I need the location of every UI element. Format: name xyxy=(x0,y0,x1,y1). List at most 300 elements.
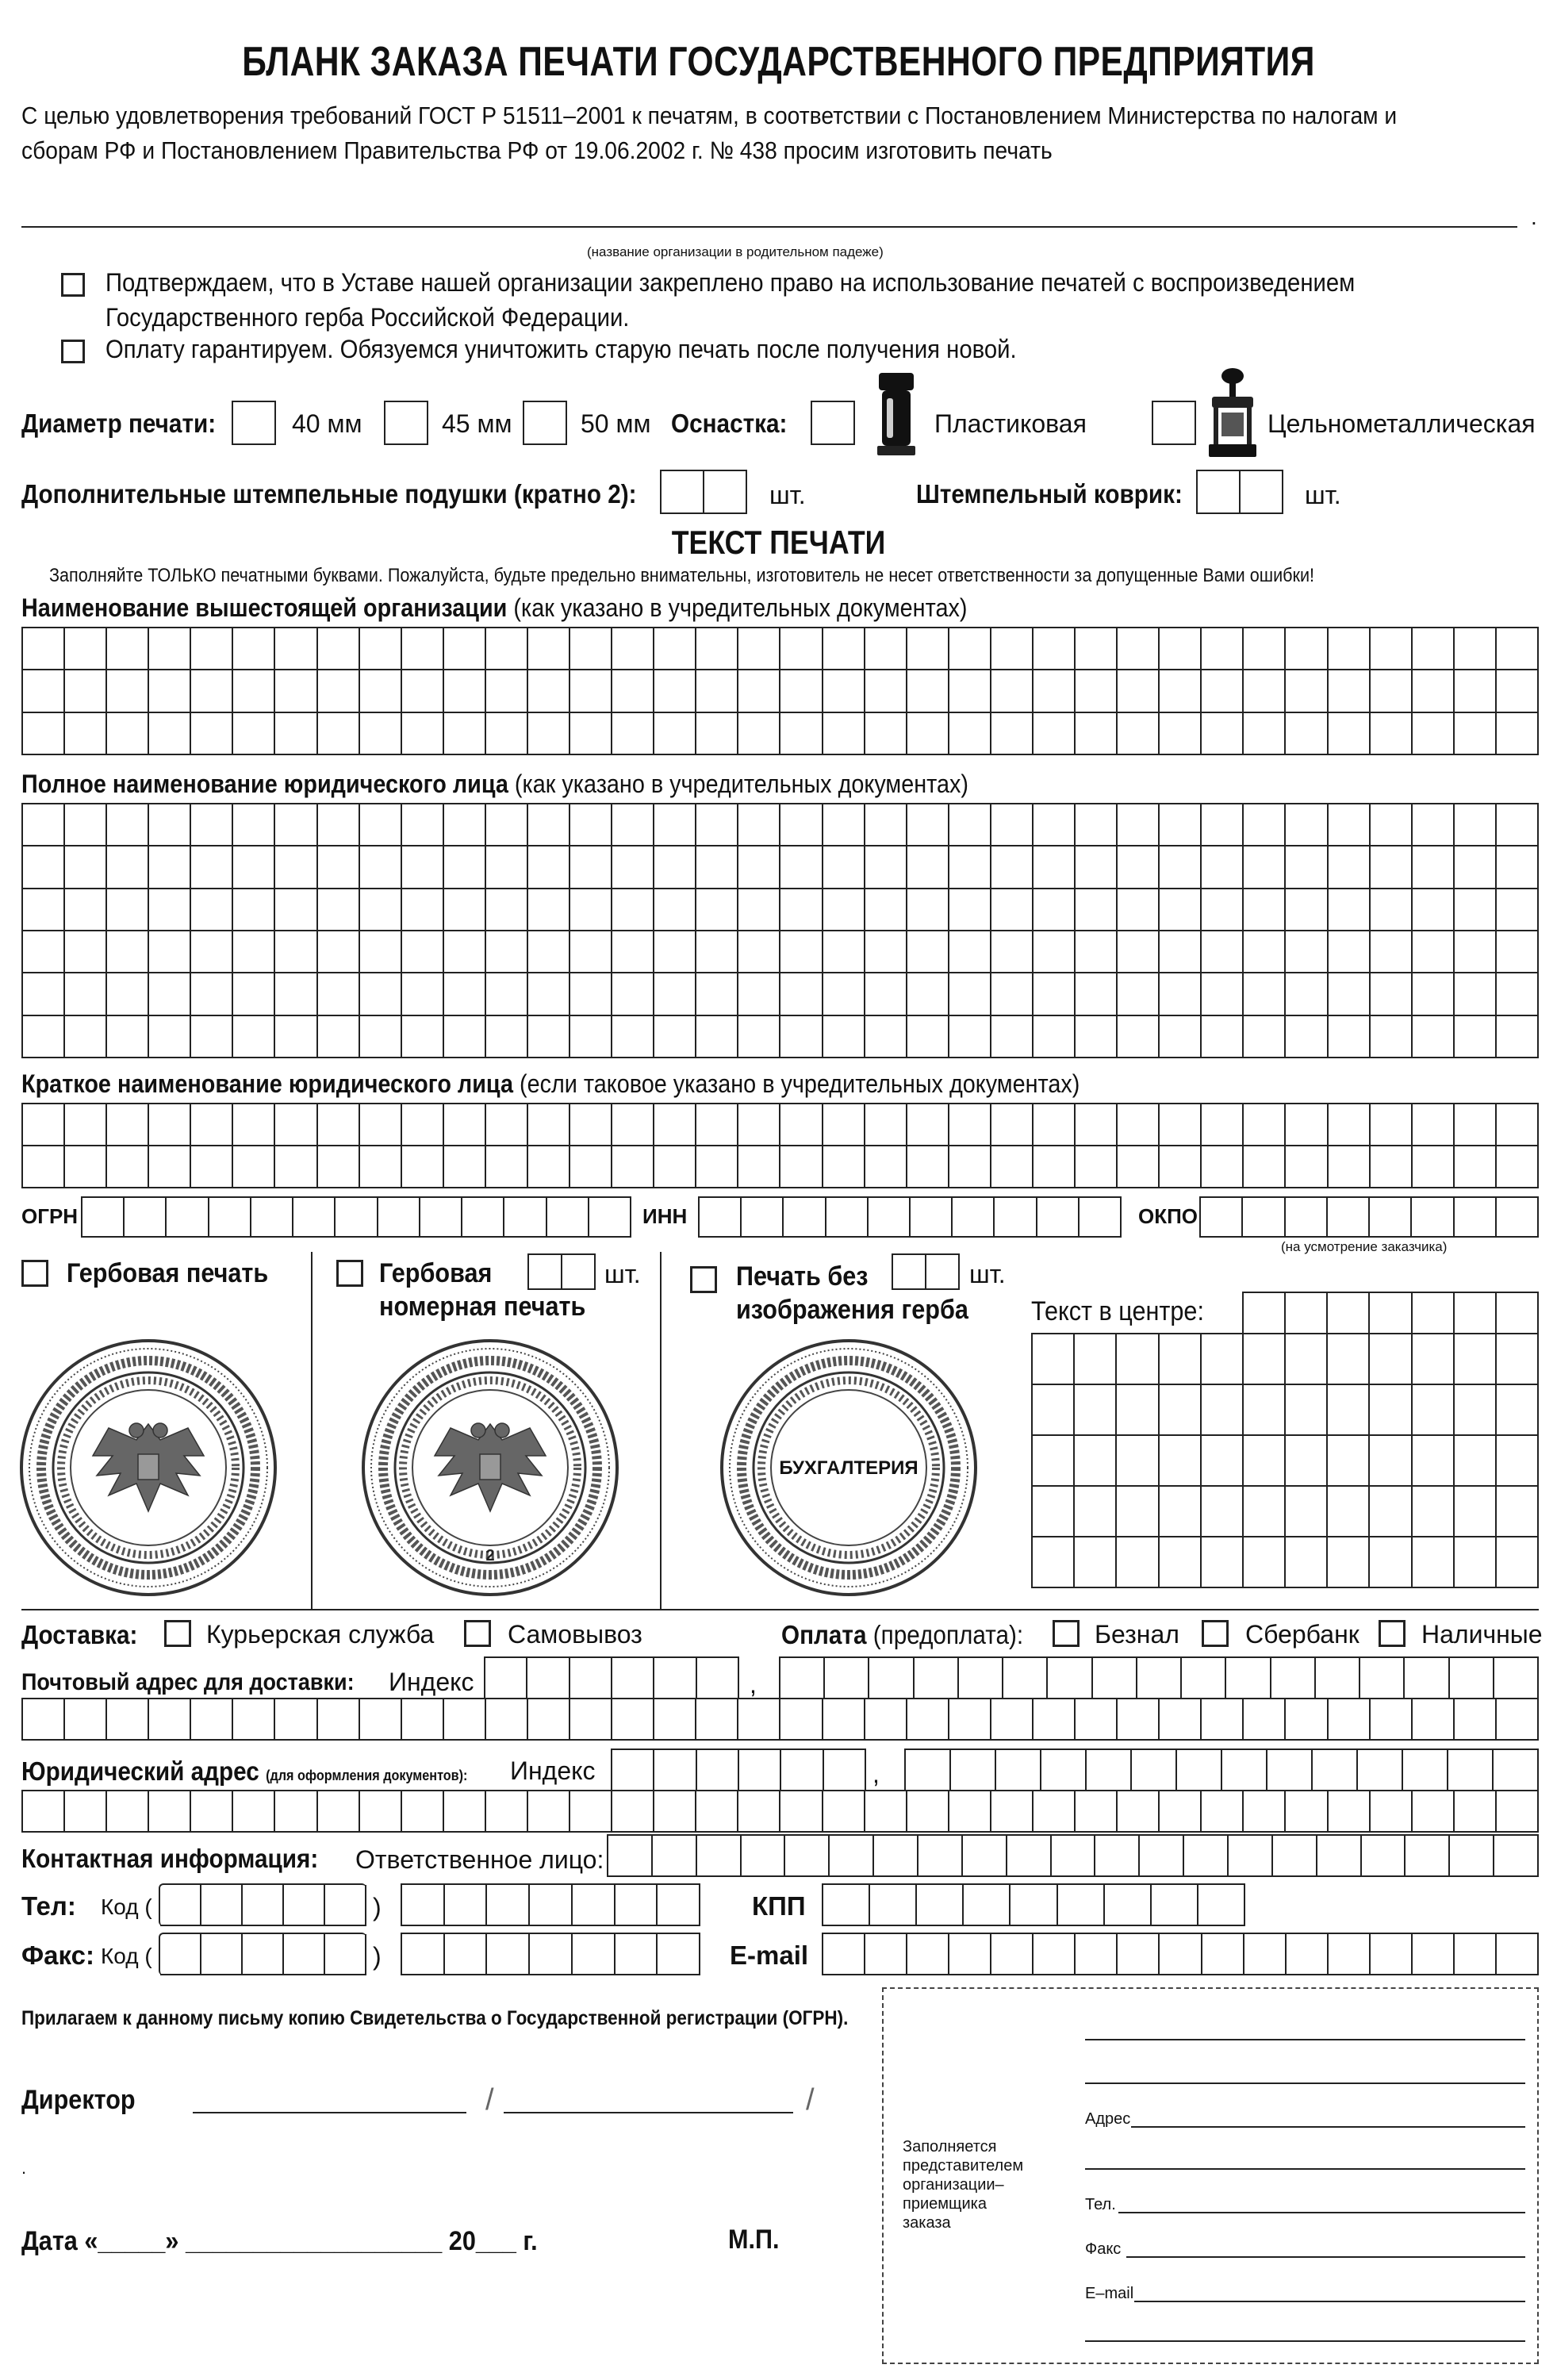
letter-cell[interactable] xyxy=(1160,931,1202,973)
letter-cell[interactable] xyxy=(1497,670,1539,712)
letter-cell[interactable] xyxy=(318,670,360,712)
letter-cell[interactable] xyxy=(1286,846,1328,889)
letter-cell[interactable] xyxy=(402,1885,445,1926)
letter-cell[interactable] xyxy=(865,846,907,889)
letter-cell[interactable] xyxy=(1371,1104,1413,1146)
letter-cell[interactable] xyxy=(191,846,233,889)
letter-cell[interactable] xyxy=(780,1699,823,1741)
letter-cell[interactable] xyxy=(360,713,402,755)
letter-cell[interactable] xyxy=(1202,931,1244,973)
letter-cell[interactable] xyxy=(1371,1146,1413,1188)
letter-cell[interactable] xyxy=(696,1699,738,1741)
letter-cell[interactable] xyxy=(1328,1293,1370,1334)
letter-cell[interactable] xyxy=(696,846,738,889)
letter-cell[interactable] xyxy=(402,628,444,670)
letter-cell[interactable] xyxy=(1497,931,1539,973)
letter-cell[interactable] xyxy=(275,804,317,846)
letter-cell[interactable] xyxy=(907,1104,949,1146)
letter-cell[interactable] xyxy=(1316,1658,1360,1699)
letter-cell[interactable] xyxy=(487,1934,530,1975)
letter-cell[interactable] xyxy=(444,1104,486,1146)
letter-cell[interactable] xyxy=(402,713,444,755)
letter-cell[interactable] xyxy=(528,889,570,931)
letter-cell[interactable] xyxy=(293,1198,336,1238)
letter-cell[interactable] xyxy=(654,628,696,670)
letter-cell[interactable] xyxy=(402,1699,444,1741)
letter-cell[interactable] xyxy=(243,1934,284,1975)
letter-cell[interactable] xyxy=(486,1699,528,1741)
letter-cell[interactable] xyxy=(1371,1016,1413,1058)
letter-cell[interactable] xyxy=(573,1885,616,1926)
letter-cell[interactable] xyxy=(1329,628,1371,670)
letter-cell[interactable] xyxy=(318,1016,360,1058)
letter-cell[interactable] xyxy=(949,889,991,931)
recipient-fax-line[interactable] xyxy=(1126,2256,1525,2258)
letter-cell[interactable] xyxy=(907,1699,949,1741)
letter-cell[interactable] xyxy=(1117,1385,1159,1436)
letter-cell[interactable] xyxy=(823,1104,865,1146)
kpp-field[interactable] xyxy=(822,1883,1245,1926)
letter-cell[interactable] xyxy=(570,713,612,755)
letter-cell[interactable] xyxy=(1118,628,1160,670)
letter-cell[interactable] xyxy=(1497,846,1539,889)
letter-cell[interactable] xyxy=(738,846,780,889)
letter-cell[interactable] xyxy=(233,973,275,1015)
letter-cell[interactable] xyxy=(1329,931,1371,973)
letter-cell[interactable] xyxy=(1117,1334,1159,1385)
letter-cell[interactable] xyxy=(1244,1487,1286,1537)
letter-cell[interactable] xyxy=(1034,889,1076,931)
letter-cell[interactable] xyxy=(378,1198,420,1238)
letter-cell[interactable] xyxy=(991,713,1034,755)
letter-cell[interactable] xyxy=(1413,1334,1455,1385)
letter-cell[interactable] xyxy=(1160,973,1202,1015)
letter-cell[interactable] xyxy=(275,1146,317,1188)
letter-cell[interactable] xyxy=(654,1791,696,1833)
letter-cell[interactable] xyxy=(865,973,907,1015)
letter-cell[interactable] xyxy=(402,931,444,973)
letter-cell[interactable] xyxy=(1202,1537,1244,1588)
letter-cell[interactable] xyxy=(907,931,949,973)
letter-cell[interactable] xyxy=(823,1699,865,1741)
letter-cell[interactable] xyxy=(149,846,191,889)
letter-cell[interactable] xyxy=(1152,1885,1198,1926)
letter-cell[interactable] xyxy=(963,1836,1007,1877)
equipment-plastic-checkbox[interactable] xyxy=(811,401,855,445)
letter-cell[interactable] xyxy=(739,1750,781,1791)
letter-cell[interactable] xyxy=(991,1791,1034,1833)
letter-cell[interactable] xyxy=(995,1198,1037,1238)
letter-cell[interactable] xyxy=(191,1016,233,1058)
letter-cell[interactable] xyxy=(1455,804,1497,846)
letter-cell[interactable] xyxy=(570,846,612,889)
letter-cell[interactable] xyxy=(1286,973,1328,1015)
letter-cell[interactable] xyxy=(1202,973,1244,1015)
numbered-seal-quantity[interactable] xyxy=(527,1253,596,1290)
letter-cell[interactable] xyxy=(949,628,991,670)
letter-cell[interactable] xyxy=(696,931,738,973)
letter-cell[interactable] xyxy=(1371,889,1413,931)
letter-cell[interactable] xyxy=(1244,931,1286,973)
letter-cell[interactable] xyxy=(1075,1487,1117,1537)
letter-cell[interactable] xyxy=(1160,1699,1202,1741)
letter-cell[interactable] xyxy=(696,1104,738,1146)
letter-cell[interactable] xyxy=(1413,1016,1455,1058)
letter-cell[interactable] xyxy=(658,1885,700,1926)
pickup-checkbox[interactable] xyxy=(464,1620,491,1647)
letter-cell[interactable] xyxy=(1075,1385,1117,1436)
letter-cell[interactable] xyxy=(1286,1104,1328,1146)
letter-cell[interactable] xyxy=(1160,1016,1202,1058)
letter-cell[interactable] xyxy=(1329,846,1371,889)
letter-cell[interactable] xyxy=(1455,1699,1497,1741)
letter-cell[interactable] xyxy=(654,1016,696,1058)
letter-cell[interactable] xyxy=(1076,1934,1118,1975)
letter-cell[interactable] xyxy=(402,1791,444,1833)
letter-cell[interactable] xyxy=(275,628,317,670)
letter-cell[interactable] xyxy=(191,670,233,712)
letter-cell[interactable] xyxy=(1455,1104,1497,1146)
letter-cell[interactable] xyxy=(1076,846,1118,889)
letter-cell[interactable] xyxy=(738,973,780,1015)
letter-cell[interactable] xyxy=(1286,931,1328,973)
letter-cell[interactable] xyxy=(653,1836,697,1877)
letter-cell[interactable] xyxy=(318,1146,360,1188)
letter-cell[interactable] xyxy=(275,846,317,889)
letter-cell[interactable] xyxy=(1455,670,1497,712)
letter-cell[interactable] xyxy=(1118,1699,1160,1741)
letter-cell[interactable] xyxy=(191,804,233,846)
letter-cell[interactable] xyxy=(275,1104,317,1146)
letter-cell[interactable] xyxy=(949,1699,991,1741)
diameter-40-checkbox[interactable] xyxy=(232,401,276,445)
letter-cell[interactable] xyxy=(1497,1487,1539,1537)
letter-cell[interactable] xyxy=(1034,1146,1076,1188)
letter-cell[interactable] xyxy=(65,973,107,1015)
letter-cell[interactable] xyxy=(360,1791,402,1833)
letter-cell[interactable] xyxy=(865,1699,907,1741)
letter-cell[interactable] xyxy=(1160,1385,1202,1436)
letter-cell[interactable] xyxy=(1329,1104,1371,1146)
letter-cell[interactable] xyxy=(907,846,949,889)
letter-cell[interactable] xyxy=(874,1836,918,1877)
letter-cell[interactable] xyxy=(1329,713,1371,755)
letter-cell[interactable] xyxy=(1405,1658,1449,1699)
letter-cell[interactable] xyxy=(949,1016,991,1058)
letter-cell[interactable] xyxy=(612,1016,654,1058)
letter-cell[interactable] xyxy=(1244,1385,1286,1436)
letter-cell[interactable] xyxy=(444,931,486,973)
letter-cell[interactable] xyxy=(444,973,486,1015)
letter-cell[interactable] xyxy=(865,1791,907,1833)
letter-cell[interactable] xyxy=(1287,1934,1329,1975)
letter-cell[interactable] xyxy=(1329,973,1371,1015)
letter-cell[interactable] xyxy=(65,1791,107,1833)
letter-cell[interactable] xyxy=(1076,1699,1118,1741)
letter-cell[interactable] xyxy=(191,1104,233,1146)
letter-cell[interactable] xyxy=(1403,1750,1448,1791)
letter-cell[interactable] xyxy=(1076,670,1118,712)
letter-cell[interactable] xyxy=(65,628,107,670)
letter-cell[interactable] xyxy=(444,1146,486,1188)
letter-cell[interactable] xyxy=(402,804,444,846)
letter-cell[interactable] xyxy=(1455,1334,1497,1385)
letter-cell[interactable] xyxy=(654,973,696,1015)
letter-cell[interactable] xyxy=(191,628,233,670)
letter-cell[interactable] xyxy=(991,889,1034,931)
letter-cell[interactable] xyxy=(1329,1934,1371,1975)
letter-cell[interactable] xyxy=(1160,1934,1202,1975)
letter-cell[interactable] xyxy=(209,1198,251,1238)
letter-cell[interactable] xyxy=(149,628,191,670)
letter-cell[interactable] xyxy=(528,1104,570,1146)
letter-cell[interactable] xyxy=(991,846,1034,889)
letter-cell[interactable] xyxy=(1455,931,1497,973)
letter-cell[interactable] xyxy=(1118,713,1160,755)
letter-cell[interactable] xyxy=(275,889,317,931)
letter-cell[interactable] xyxy=(780,1146,823,1188)
letter-cell[interactable] xyxy=(1413,931,1455,973)
letter-cell[interactable] xyxy=(486,1146,528,1188)
letter-cell[interactable] xyxy=(251,1198,293,1238)
letter-cell[interactable] xyxy=(1413,713,1455,755)
letter-cell[interactable] xyxy=(486,670,528,712)
letter-cell[interactable] xyxy=(318,628,360,670)
letter-cell[interactable] xyxy=(65,1699,107,1741)
letter-cell[interactable] xyxy=(654,1750,696,1791)
letter-cell[interactable] xyxy=(570,1016,612,1058)
letter-cell[interactable] xyxy=(1371,628,1413,670)
letter-cell[interactable] xyxy=(823,713,865,755)
cash-checkbox[interactable] xyxy=(1379,1620,1406,1647)
letter-cell[interactable] xyxy=(1184,1836,1229,1877)
letter-cell[interactable] xyxy=(1080,1198,1122,1238)
letter-cell[interactable] xyxy=(1117,1436,1159,1487)
recipient-name-line-2[interactable] xyxy=(1085,2082,1525,2084)
letter-cell[interactable] xyxy=(1286,1146,1328,1188)
recipient-email-line[interactable] xyxy=(1134,2301,1525,2302)
letter-cell[interactable] xyxy=(149,804,191,846)
letter-cell[interactable] xyxy=(1497,1104,1539,1146)
letter-cell[interactable] xyxy=(284,1934,325,1975)
letter-cell[interactable] xyxy=(1497,1293,1539,1334)
letter-cell[interactable] xyxy=(1413,1385,1455,1436)
letter-cell[interactable] xyxy=(402,670,444,712)
letter-cell[interactable] xyxy=(23,628,65,670)
letter-cell[interactable] xyxy=(65,1146,107,1188)
letter-cell[interactable] xyxy=(1229,1836,1273,1877)
letter-cell[interactable] xyxy=(1328,1537,1370,1588)
letter-cell[interactable] xyxy=(275,1016,317,1058)
letter-cell[interactable] xyxy=(823,889,865,931)
letter-cell[interactable] xyxy=(1160,846,1202,889)
letter-cell[interactable] xyxy=(360,1104,402,1146)
letter-cell[interactable] xyxy=(82,1198,125,1238)
letter-cell[interactable] xyxy=(1371,846,1413,889)
letter-cell[interactable] xyxy=(1371,670,1413,712)
letter-cell[interactable] xyxy=(107,1791,149,1833)
letter-cell[interactable] xyxy=(654,889,696,931)
letter-cell[interactable] xyxy=(1244,804,1286,846)
letter-cell[interactable] xyxy=(697,1836,742,1877)
letter-cell[interactable] xyxy=(1075,1537,1117,1588)
letter-cell[interactable] xyxy=(870,1885,917,1926)
letter-cell[interactable] xyxy=(528,931,570,973)
letter-cell[interactable] xyxy=(1011,1885,1057,1926)
letter-cell[interactable] xyxy=(486,1791,528,1833)
letter-cell[interactable] xyxy=(991,1104,1034,1146)
letter-cell[interactable] xyxy=(1041,1750,1087,1791)
letter-cell[interactable] xyxy=(911,1198,953,1238)
letter-cell[interactable] xyxy=(1034,846,1076,889)
letter-cell[interactable] xyxy=(1286,1016,1328,1058)
letter-cell[interactable] xyxy=(865,1104,907,1146)
letter-cell[interactable] xyxy=(1244,889,1286,931)
letter-cell[interactable] xyxy=(1244,1791,1286,1833)
equipment-metal-checkbox[interactable] xyxy=(1152,401,1196,445)
letter-cell[interactable] xyxy=(1202,1334,1244,1385)
letter-cell[interactable] xyxy=(1494,1836,1539,1877)
letter-cell[interactable] xyxy=(781,1750,823,1791)
letter-cell[interactable] xyxy=(23,804,65,846)
letter-cell[interactable] xyxy=(1037,1198,1080,1238)
letter-cell[interactable] xyxy=(191,1699,233,1741)
letter-cell[interactable] xyxy=(1286,1198,1328,1238)
letter-cell[interactable] xyxy=(907,1016,949,1058)
letter-cell[interactable] xyxy=(1034,628,1076,670)
letter-cell[interactable] xyxy=(1455,973,1497,1015)
letter-cell[interactable] xyxy=(780,670,823,712)
letter-cell[interactable] xyxy=(696,670,738,712)
letter-cell[interactable] xyxy=(1118,804,1160,846)
letter-cell[interactable] xyxy=(233,1104,275,1146)
letter-cell[interactable] xyxy=(1497,889,1539,931)
letter-cell[interactable] xyxy=(233,1146,275,1188)
letter-cell[interactable] xyxy=(487,1885,530,1926)
letter-cell[interactable] xyxy=(1118,1791,1160,1833)
letter-cell[interactable] xyxy=(1328,1487,1370,1537)
letter-cell[interactable] xyxy=(444,628,486,670)
letter-cell[interactable] xyxy=(780,713,823,755)
letter-cell[interactable] xyxy=(1118,1104,1160,1146)
letter-cell[interactable] xyxy=(528,846,570,889)
letter-cell[interactable] xyxy=(1105,1885,1152,1926)
letter-cell[interactable] xyxy=(149,1791,191,1833)
letter-cell[interactable] xyxy=(1182,1658,1226,1699)
letter-cell[interactable] xyxy=(528,1791,570,1833)
letter-cell[interactable] xyxy=(23,889,65,931)
letter-cell[interactable] xyxy=(1160,670,1202,712)
letter-cell[interactable] xyxy=(360,1699,402,1741)
letter-cell[interactable] xyxy=(1286,889,1328,931)
letter-cell[interactable] xyxy=(1497,1791,1539,1833)
letter-cell[interactable] xyxy=(1118,1934,1160,1975)
letter-cell[interactable] xyxy=(784,1198,826,1238)
plain-seal-quantity[interactable] xyxy=(892,1253,960,1290)
letter-cell[interactable] xyxy=(528,670,570,712)
letter-cell[interactable] xyxy=(616,1885,658,1926)
letter-cell[interactable] xyxy=(1271,1658,1316,1699)
letter-cell[interactable] xyxy=(1033,1537,1075,1588)
letter-cell[interactable] xyxy=(570,1699,612,1741)
letter-cell[interactable] xyxy=(1455,1934,1497,1975)
letter-cell[interactable] xyxy=(1413,889,1455,931)
legal-address-field-1[interactable] xyxy=(904,1749,1539,1791)
letter-cell[interactable] xyxy=(107,1016,149,1058)
letter-cell[interactable] xyxy=(696,1016,738,1058)
letter-cell[interactable] xyxy=(1286,1385,1328,1436)
letter-cell[interactable] xyxy=(149,1016,191,1058)
letter-cell[interactable] xyxy=(360,628,402,670)
letter-cell[interactable] xyxy=(570,1104,612,1146)
letter-cell[interactable] xyxy=(1371,931,1413,973)
letter-cell[interactable] xyxy=(865,1934,907,1975)
letter-cell[interactable] xyxy=(865,931,907,973)
letter-cell[interactable] xyxy=(65,931,107,973)
letter-cell[interactable] xyxy=(402,1934,445,1975)
letter-cell[interactable] xyxy=(1034,1934,1076,1975)
letter-cell[interactable] xyxy=(1313,1750,1358,1791)
letter-cell[interactable] xyxy=(1160,1791,1202,1833)
letter-cell[interactable] xyxy=(1413,670,1455,712)
letter-cell[interactable] xyxy=(233,931,275,973)
letter-cell[interactable] xyxy=(325,1885,366,1926)
letter-cell[interactable] xyxy=(318,1104,360,1146)
letter-cell[interactable] xyxy=(696,713,738,755)
letter-cell[interactable] xyxy=(1244,1104,1286,1146)
letter-cell[interactable] xyxy=(1497,1146,1539,1188)
letter-cell[interactable] xyxy=(23,973,65,1015)
letter-cell[interactable] xyxy=(1244,1436,1286,1487)
letter-cell[interactable] xyxy=(1371,713,1413,755)
letter-cell[interactable] xyxy=(996,1750,1041,1791)
date-field[interactable]: Дата «_____» ___________________ 20___ г. xyxy=(21,2226,538,2256)
letter-cell[interactable] xyxy=(1076,973,1118,1015)
diameter-50-checkbox[interactable] xyxy=(523,401,567,445)
letter-cell[interactable] xyxy=(1317,1836,1362,1877)
letter-cell[interactable] xyxy=(1413,1699,1455,1741)
courier-checkbox[interactable] xyxy=(164,1620,191,1647)
letter-cell[interactable] xyxy=(959,1658,1003,1699)
letter-cell[interactable] xyxy=(1033,1436,1075,1487)
letter-cell[interactable] xyxy=(1413,1537,1455,1588)
letter-cell[interactable] xyxy=(1370,1487,1412,1537)
letter-cell[interactable] xyxy=(823,1885,870,1926)
letter-cell[interactable] xyxy=(1076,1104,1118,1146)
letter-cell[interactable] xyxy=(1371,1934,1413,1975)
guarantee-payment-checkbox[interactable] xyxy=(61,340,85,363)
letter-cell[interactable] xyxy=(1202,1934,1244,1975)
letter-cell[interactable] xyxy=(360,846,402,889)
letter-cell[interactable] xyxy=(1286,628,1328,670)
letter-cell[interactable] xyxy=(1202,1104,1244,1146)
letter-cell[interactable] xyxy=(167,1198,209,1238)
letter-cell[interactable] xyxy=(1118,1016,1160,1058)
center-text-grid[interactable] xyxy=(1031,1333,1539,1588)
letter-cell[interactable] xyxy=(1160,1146,1202,1188)
letter-cell[interactable] xyxy=(1455,1016,1497,1058)
letter-cell[interactable] xyxy=(865,628,907,670)
letter-cell[interactable] xyxy=(1034,931,1076,973)
letter-cell[interactable] xyxy=(991,973,1034,1015)
email-field[interactable] xyxy=(822,1933,1539,1975)
letter-cell[interactable] xyxy=(1497,804,1539,846)
letter-cell[interactable] xyxy=(1413,804,1455,846)
letter-cell[interactable] xyxy=(360,889,402,931)
letter-cell[interactable] xyxy=(780,628,823,670)
letter-cell[interactable] xyxy=(23,1791,65,1833)
letter-cell[interactable] xyxy=(612,1750,654,1791)
